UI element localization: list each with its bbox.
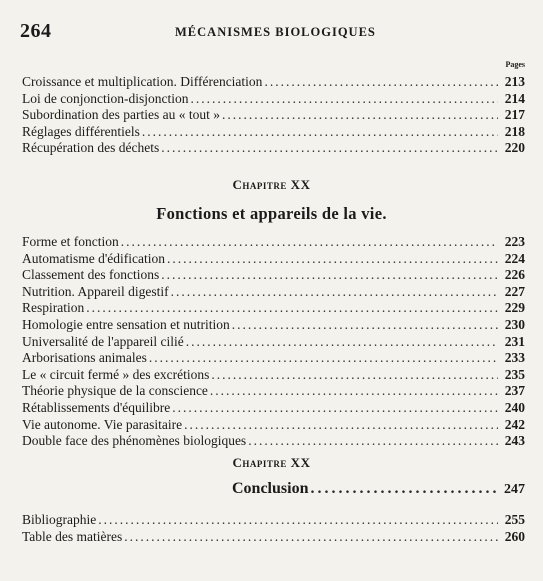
toc-entry-title: Table des matières (22, 528, 123, 544)
toc-section-3 (22, 512, 525, 545)
toc-entry-page: 231 (504, 333, 525, 349)
dot-leader (172, 400, 498, 417)
toc-entry-page: 240 (504, 399, 525, 415)
toc-entry-page: 217 (504, 107, 525, 123)
toc-entry-title: Réglages différentiels (22, 123, 140, 139)
toc-entry (22, 350, 525, 367)
toc-entry (22, 267, 525, 284)
pages-column-label: Pages (505, 60, 525, 69)
toc-entry (22, 107, 525, 124)
toc-entry-title: Récupération des déchets (22, 140, 160, 156)
conclusion-page: 247 (504, 482, 525, 497)
toc-entry-page: 223 (504, 234, 525, 249)
toc-entry-page: 213 (504, 74, 525, 89)
toc-entry (22, 417, 525, 434)
toc-entry-page: 260 (504, 528, 525, 544)
chapter-label (0, 455, 543, 471)
dot-leader (210, 383, 498, 400)
toc-entry-title: Rétablissements d'équilibre (22, 399, 171, 415)
dot-leader (248, 433, 498, 450)
toc-entry (22, 91, 525, 108)
chapter-title: Fonctions et appareils de la vie. (156, 204, 387, 223)
toc-entry-title: Classement des fonctions (22, 267, 160, 283)
toc-entry (22, 124, 525, 141)
toc-entry-title: Le « circuit fermé » des excrétions (22, 366, 210, 382)
dot-leader (171, 284, 498, 301)
toc-entry-title: Nutrition. Appareil digestif (22, 283, 169, 299)
toc-entry-title: Respiration (22, 300, 85, 316)
toc-entry-page: 235 (504, 366, 525, 382)
dot-leader (124, 529, 498, 546)
toc-entry-title: Homologie entre sensation et nutrition (22, 316, 230, 332)
toc-entry (22, 251, 525, 268)
toc-entry-title: Croissance et multiplication. Différenciation (22, 74, 263, 89)
dot-leader (232, 317, 498, 334)
toc-entry-conclusion (232, 480, 525, 498)
dot-leader (310, 480, 498, 498)
page-header (20, 20, 523, 44)
toc-entry (22, 140, 525, 157)
dot-leader (222, 107, 498, 124)
toc-entry (22, 433, 525, 450)
running-title: MÉCANISMES BIOLOGIQUES (175, 25, 376, 39)
chapter-label-text: Chapitre XX (232, 177, 311, 192)
toc-entry-title: Subordination des parties au « tout » (22, 107, 220, 123)
toc-entry (22, 367, 525, 384)
toc-entry-page: 243 (504, 433, 525, 449)
toc-entry-title: Théorie physique de la conscience (22, 383, 208, 399)
toc-entry (22, 529, 525, 546)
toc-section-1 (22, 74, 525, 157)
toc-entry-page: 224 (504, 250, 525, 266)
toc-entry-title: Automatisme d'édification (22, 250, 166, 266)
toc-entry-page: 242 (504, 416, 525, 432)
toc-entry (22, 383, 525, 400)
dot-leader (121, 234, 498, 251)
toc-entry-page: 230 (504, 316, 525, 332)
toc-entry (22, 284, 525, 301)
toc-entry-title: Loi de conjonction-disjonction (22, 90, 189, 106)
chapter-label (0, 177, 543, 193)
toc-entry (22, 400, 525, 417)
toc-entry-page: 214 (504, 90, 525, 106)
toc-entry-page: 226 (504, 267, 525, 283)
toc-entry-title: Forme et fonction (22, 234, 119, 249)
toc-entry (22, 234, 525, 251)
dot-leader (98, 512, 498, 529)
dot-leader (167, 251, 498, 268)
dot-leader (149, 350, 498, 367)
toc-entry-title: Double face des phénomènes biologiques (22, 433, 247, 449)
dot-leader (190, 91, 498, 108)
toc-entry-title: Arborisations animales (22, 350, 147, 366)
toc-entry (22, 512, 525, 529)
toc-entry-page: 233 (504, 350, 525, 366)
toc-entry-page: 255 (504, 512, 525, 527)
toc-entry-title: Universalité de l'appareil cilié (22, 333, 184, 349)
conclusion-title: Conclusion (232, 480, 309, 497)
page-number: 264 (20, 20, 52, 42)
toc-entry-title: Bibliographie (22, 512, 97, 527)
dot-leader (184, 417, 498, 434)
toc-entry-page: 220 (504, 140, 525, 156)
dot-leader (161, 267, 498, 284)
toc-entry-title: Vie autonome. Vie parasitaire (22, 416, 183, 432)
dot-leader (264, 74, 498, 91)
toc-entry (22, 74, 525, 91)
toc-entry-page: 227 (504, 283, 525, 299)
dot-leader (186, 334, 498, 351)
chapter-label-text: Chapitre XX (232, 455, 311, 470)
dot-leader (86, 300, 498, 317)
dot-leader (142, 124, 498, 141)
toc-entry-page: 237 (504, 383, 525, 399)
dot-leader (211, 367, 498, 384)
toc-section-2 (22, 234, 525, 450)
toc-entry-page: 229 (504, 300, 525, 316)
toc-entry (22, 317, 525, 334)
toc-entry (22, 300, 525, 317)
dot-leader (161, 140, 498, 157)
toc-entry-page: 218 (504, 123, 525, 139)
toc-entry (22, 334, 525, 351)
